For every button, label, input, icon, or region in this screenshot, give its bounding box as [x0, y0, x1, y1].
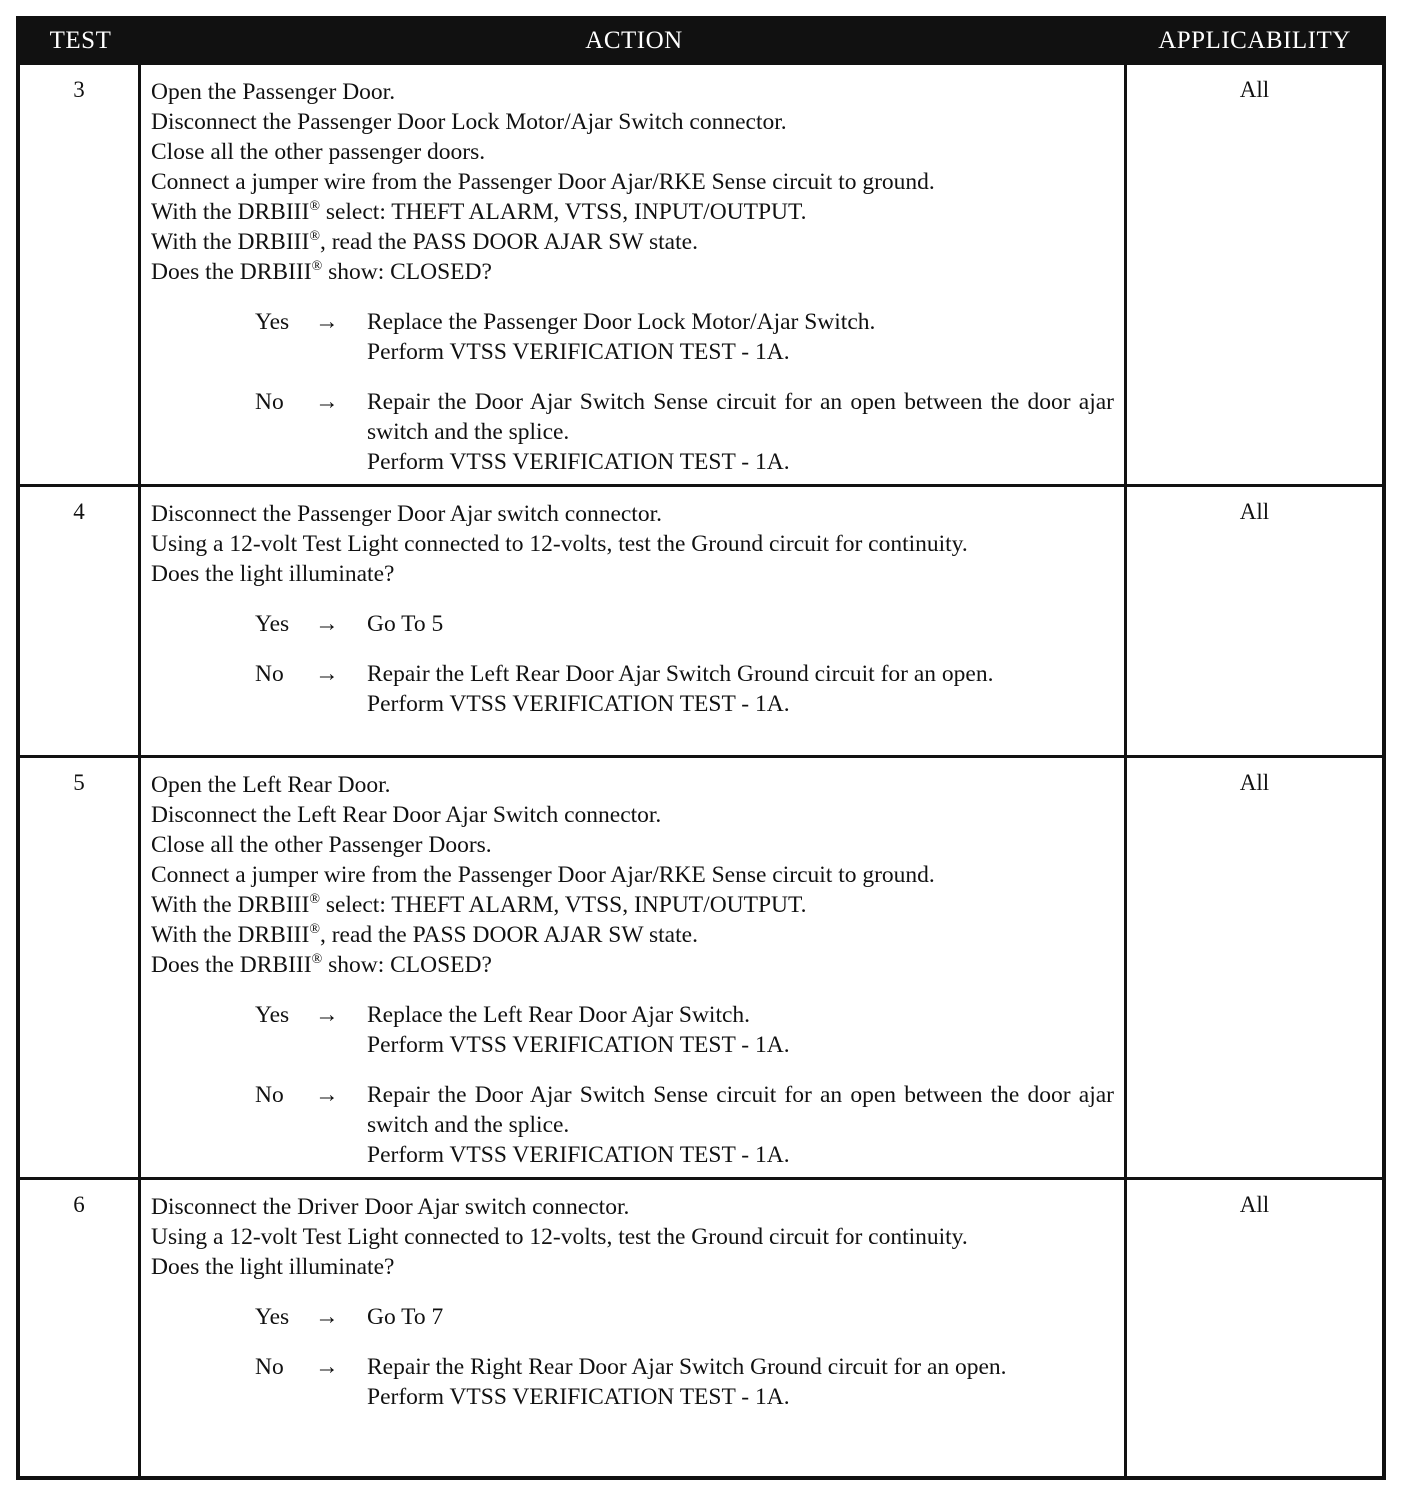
yes-answer	[151, 307, 1114, 367]
action-cell	[141, 1180, 1127, 1476]
instruction-line: Repair the Door Ajar Switch Sense circuit for an open between the door ajar switch and the splice.	[367, 1082, 1114, 1138]
arrow-icon: →	[315, 611, 339, 637]
answer-indent	[151, 307, 255, 367]
test-number: 5	[20, 758, 141, 1177]
arrow-icon: →	[315, 389, 339, 415]
applicability-value: All	[1239, 1192, 1270, 1217]
action-step: Does the DRBIII® show: CLOSED?	[151, 952, 492, 978]
test-number: 4	[20, 487, 141, 755]
action-step: With the DRBIII® select: THEFT ALARM, VTSS, INPUT/OUTPUT.	[151, 892, 807, 918]
instruction-line: Perform VTSS VERIFICATION TEST - 1A.	[367, 691, 790, 717]
no-answer	[151, 659, 1114, 719]
no-answer	[151, 1080, 1114, 1170]
arrow-icon: →	[315, 1082, 339, 1108]
instruction-line: Repair the Right Rear Door Ajar Switch Ground circuit for an open.	[367, 1354, 1007, 1380]
instruction-line: Replace the Passenger Door Lock Motor/Ajar Switch.	[367, 309, 876, 335]
answer-indent	[151, 387, 255, 477]
action-step: With the DRBIII® select: THEFT ALARM, VTSS, INPUT/OUTPUT.	[151, 199, 807, 225]
yes-label: Yes	[255, 1304, 290, 1330]
action-step: Disconnect the Passenger Door Lock Motor/Ajar Switch connector.	[151, 109, 787, 135]
no-label: No	[255, 389, 284, 415]
answer-indent	[151, 659, 255, 719]
arrow-icon: →	[315, 1354, 339, 1380]
test-number: 3	[20, 65, 141, 484]
action-step: Connect a jumper wire from the Passenger Door Ajar/RKE Sense circuit to ground.	[151, 169, 935, 195]
yes-label: Yes	[255, 611, 290, 637]
action-step: Disconnect the Left Rear Door Ajar Switch connector.	[151, 802, 662, 828]
header-applicability: APPLICABILITY	[1158, 27, 1351, 54]
yes-answer	[151, 1000, 1114, 1060]
yes-instructions	[367, 1302, 1114, 1332]
instruction-line: Go To 5	[367, 611, 444, 637]
instruction-line: Go To 7	[367, 1304, 444, 1330]
yes-label: Yes	[255, 1002, 290, 1028]
applicability-value: All	[1239, 770, 1270, 795]
action-step: Does the light illuminate?	[151, 561, 395, 587]
action-step: Does the DRBIII® show: CLOSED?	[151, 259, 492, 285]
instruction-line: Perform VTSS VERIFICATION TEST - 1A.	[367, 1384, 790, 1410]
action-step: Does the light illuminate?	[151, 1254, 395, 1280]
table-row	[20, 755, 1382, 1177]
instruction-line: Repair the Door Ajar Switch Sense circuit for an open between the door ajar switch and the splice.	[367, 389, 1114, 445]
header-test: TEST	[49, 27, 112, 54]
arrow-icon: →	[315, 309, 339, 335]
yes-answer	[151, 609, 1114, 639]
instruction-line: Perform VTSS VERIFICATION TEST - 1A.	[367, 1142, 790, 1168]
table-body	[20, 62, 1382, 1476]
no-label: No	[255, 661, 284, 687]
no-instructions	[367, 1352, 1114, 1412]
action-step: Connect a jumper wire from the Passenger Door Ajar/RKE Sense circuit to ground.	[151, 862, 935, 888]
header-action: ACTION	[585, 27, 683, 54]
yes-instructions	[367, 1000, 1114, 1060]
instruction-line: Replace the Left Rear Door Ajar Switch.	[367, 1002, 751, 1028]
no-label: No	[255, 1354, 284, 1380]
action-step: Open the Passenger Door.	[151, 79, 396, 105]
applicability-value: All	[1239, 499, 1270, 524]
action-step: With the DRBIII®, read the PASS DOOR AJAR SW state.	[151, 922, 698, 948]
answer-indent	[151, 609, 255, 639]
yes-instructions	[367, 307, 1114, 367]
instruction-line: Perform VTSS VERIFICATION TEST - 1A.	[367, 1032, 790, 1058]
answer-indent	[151, 1000, 255, 1060]
no-instructions	[367, 659, 1114, 719]
applicability-value: All	[1239, 77, 1270, 102]
action-cell	[141, 487, 1127, 755]
answer-indent	[151, 1080, 255, 1170]
no-instructions	[367, 1080, 1114, 1170]
arrow-icon: →	[315, 661, 339, 687]
no-answer	[151, 1352, 1114, 1412]
action-cell	[141, 758, 1127, 1177]
action-step: Disconnect the Passenger Door Ajar switch connector.	[151, 501, 662, 527]
action-cell	[141, 65, 1127, 484]
no-instructions	[367, 387, 1114, 477]
answer-indent	[151, 1302, 255, 1332]
instruction-line: Repair the Left Rear Door Ajar Switch Ground circuit for an open.	[367, 661, 994, 687]
table-header	[20, 20, 1382, 62]
yes-instructions	[367, 609, 1114, 639]
action-step: With the DRBIII®, read the PASS DOOR AJAR SW state.	[151, 229, 698, 255]
no-label: No	[255, 1082, 284, 1108]
table-row	[20, 1177, 1382, 1476]
instruction-line: Perform VTSS VERIFICATION TEST - 1A.	[367, 449, 790, 475]
no-answer	[151, 387, 1114, 477]
test-number: 6	[20, 1180, 141, 1476]
yes-answer	[151, 1302, 1114, 1332]
instruction-line: Perform VTSS VERIFICATION TEST - 1A.	[367, 339, 790, 365]
action-step: Close all the other passenger doors.	[151, 139, 486, 165]
yes-label: Yes	[255, 309, 290, 335]
action-step: Open the Left Rear Door.	[151, 772, 391, 798]
table-row	[20, 484, 1382, 755]
table-row	[20, 62, 1382, 484]
answer-indent	[151, 1352, 255, 1412]
arrow-icon: →	[315, 1304, 339, 1330]
action-step: Using a 12-volt Test Light connected to 12-volts, test the Ground circuit for continuity.	[151, 1224, 968, 1250]
action-step: Close all the other Passenger Doors.	[151, 832, 492, 858]
diagnostic-test-table	[16, 16, 1386, 1480]
action-step: Disconnect the Driver Door Ajar switch connector.	[151, 1194, 630, 1220]
arrow-icon: →	[315, 1002, 339, 1028]
action-step: Using a 12-volt Test Light connected to 12-volts, test the Ground circuit for continuity.	[151, 531, 968, 557]
